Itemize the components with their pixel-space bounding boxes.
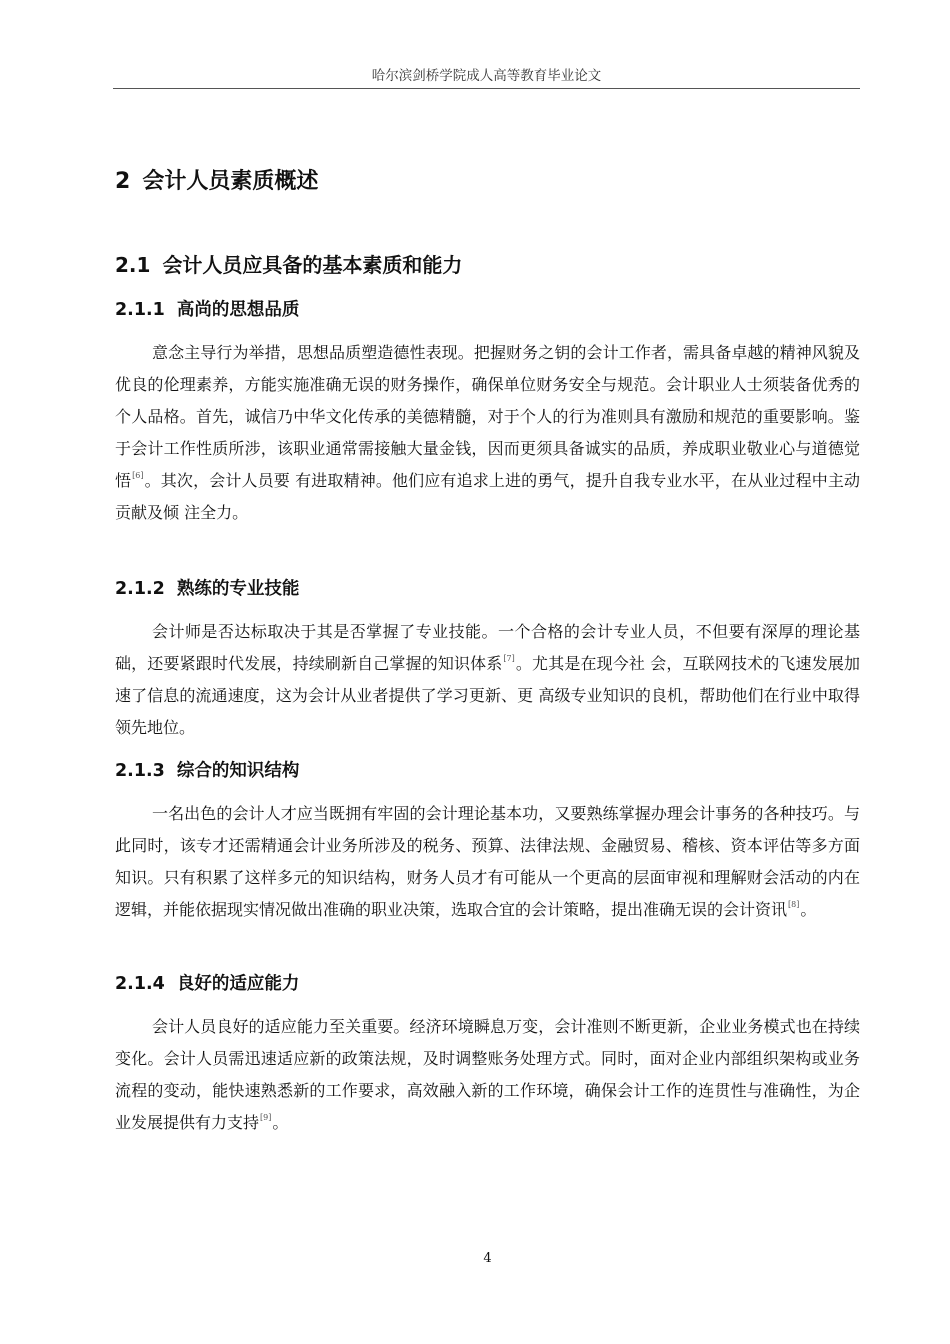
subsection-title-2-1-2 — [115, 575, 299, 600]
citation-reference: [9] — [260, 1113, 272, 1122]
subsection-title-text: 良好的适应能力 — [176, 974, 300, 994]
subsection-number: 2.1.2 — [115, 579, 165, 599]
header-rule — [113, 88, 860, 89]
paragraph-2-1-3 — [115, 798, 860, 926]
subsection-number: 2.1.4 — [115, 974, 165, 994]
subsection-number: 2.1.3 — [115, 761, 165, 781]
chapter-title-text: 会计人员素质概述 — [142, 169, 319, 194]
page-number: 4 — [483, 1251, 492, 1266]
chapter-number: 2 — [115, 169, 131, 194]
paragraph-text: 会计师是否达标取决于其是否掌握了专业技能。一个合格的会计专业人员，不但要有深厚的理论基础，还要紧跟时代发展，持续刷新自己掌握的知识体系 — [115, 622, 860, 673]
citation-reference: [8] — [788, 900, 800, 909]
paragraph-text: 。 — [272, 1113, 289, 1132]
citation-reference: [7] — [503, 654, 515, 663]
subsection-title-text: 高尚的思想品质 — [176, 300, 300, 320]
paragraph-text: 。 — [800, 900, 817, 919]
subsection-title-2-1-3 — [115, 757, 299, 782]
paragraph-2-1-2 — [115, 616, 860, 744]
section-number: 2.1 — [115, 253, 151, 277]
subsection-number: 2.1.1 — [115, 300, 165, 320]
section-title — [115, 249, 462, 278]
chapter-title — [115, 164, 318, 195]
running-header: 哈尔滨剑桥学院成人高等教育毕业论文 — [371, 68, 602, 84]
citation-reference: [6] — [132, 471, 144, 480]
paragraph-text: 。尤其是在现今社 会，互联网技术的飞速发展加速了信息的流通速度，这为会计从业者提供了学习更新、更 高级专业知识的良机，帮助他们在行业中取得领先地位。 — [115, 654, 860, 737]
section-title-text: 会计人员应具备的基本素质和能力 — [162, 253, 463, 277]
paragraph-text: 会计人员良好的适应能力至关重要。经济环境瞬息万变，会计准则不断更新，企业业务模式也在持续变化。会计人员需迅速适应新的政策法规，及时调整账务处理方式。同时，面对企业内部组织架构或业务流程的变动，能快速熟悉新的工作要求，高效融入新的工作环境，确保会计工作的连贯性与准确性，为企业发展提供有力支持 — [115, 1017, 860, 1132]
paragraph-2-1-1 — [115, 337, 860, 529]
paragraph-2-1-4 — [115, 1011, 860, 1139]
subsection-title-2-1-1 — [115, 296, 299, 321]
paragraph-text: 。其次，会计人员要 有进取精神。他们应有追求上进的勇气，提升自我专业水平，在从业过程中主动贡献及倾 注全力。 — [115, 471, 860, 522]
subsection-title-2-1-4 — [115, 970, 299, 995]
subsection-title-text: 综合的知识结构 — [176, 761, 300, 781]
paragraph-text: 一名出色的会计人才应当既拥有牢固的会计理论基本功，又要熟练掌握办理会计事务的各种技巧。与此同时，该专才还需精通会计业务所涉及的税务、预算、法律法规、金融贸易、稽核、资本评估等多方面知识。只有积累了这样多元的知识结构，财务人员才有可能从一个更高的层面审视和理解财会活动的内在逻辑，并能依据现实情况做出准确的职业决策，选取合宜的会计策略，提出准确无误的会计资讯 — [115, 804, 860, 919]
paragraph-text: 意念主导行为举措，思想品质塑造德性表现。把握财务之钥的会计工作者，需具备卓越的精神风貌及优良的伦理素养，方能实施准确无误的财务操作，确保单位财务安全与规范。会计职业人士须装备优秀的个人品格。首先，诚信乃中华文化传承的美德精髓，对于个人的行为准则具有激励和规范的重要影响。鉴于会计工作性质所涉，该职业通常需接触大量金钱，因而更须具备诚实的品质，养成职业敬业心与道德觉悟 — [115, 343, 860, 490]
subsection-title-text: 熟练的专业技能 — [176, 579, 300, 599]
